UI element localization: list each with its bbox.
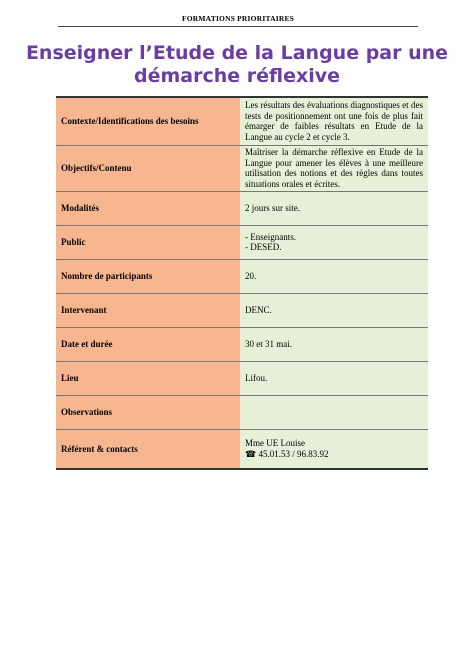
row-value: Lifou.: [240, 361, 428, 395]
public-line: - Enseignants.: [245, 231, 296, 242]
table-row: [56, 191, 428, 225]
row-value: [240, 225, 428, 259]
table-row: [56, 395, 428, 429]
page-title: Enseigner l’Etude de la Langue par une démarche réflexive: [25, 42, 449, 87]
table-row: [56, 327, 428, 361]
table-row: [56, 145, 428, 191]
row-label: Date et durée: [56, 327, 240, 361]
row-label: Modalités: [56, 191, 240, 225]
row-value: 2 jours sur site.: [240, 191, 428, 225]
row-label: Objectifs/Contenu: [56, 145, 240, 191]
row-value: DENC.: [240, 293, 428, 327]
table-row: [56, 429, 428, 469]
row-value: [240, 429, 428, 469]
table-row: [56, 259, 428, 293]
row-label: Lieu: [56, 361, 240, 395]
page-header: FORMATIONS PRIORITAIRES: [58, 14, 418, 27]
table-row: [56, 293, 428, 327]
row-label: Public: [56, 225, 240, 259]
row-value: Les résultats des évaluations diagnostiques et des tests de positionnement ont une fois de plus fait émarger de faibles résultats en Etude de la Langue au cycle 2 et cycle 3.: [240, 97, 428, 145]
public-line: - DESED.: [245, 242, 282, 252]
table-row: [56, 361, 428, 395]
contact-name: Mme UE Louise: [245, 438, 305, 449]
row-value: 20.: [240, 259, 428, 293]
row-value: 30 et 31 mai.: [240, 327, 428, 361]
table-row: [56, 225, 428, 259]
contact-phone: ☎ 45.01.53 / 96.83.92: [245, 448, 329, 459]
row-label: Nombre de participants: [56, 259, 240, 293]
row-label: Observations: [56, 395, 240, 429]
row-label: Contexte/Identifications des besoins: [56, 97, 240, 145]
training-info-table: [56, 96, 428, 470]
row-label: Référent & contacts: [56, 429, 240, 469]
table-row: [56, 97, 428, 145]
row-value: [240, 395, 428, 429]
row-value: Maîtriser la démarche réflexive en Etude de la Langue pour amener les élèves à une meilleure utilisation des notions et des règles dans toutes situations orales et écrites.: [240, 145, 428, 191]
row-label: Intervenant: [56, 293, 240, 327]
